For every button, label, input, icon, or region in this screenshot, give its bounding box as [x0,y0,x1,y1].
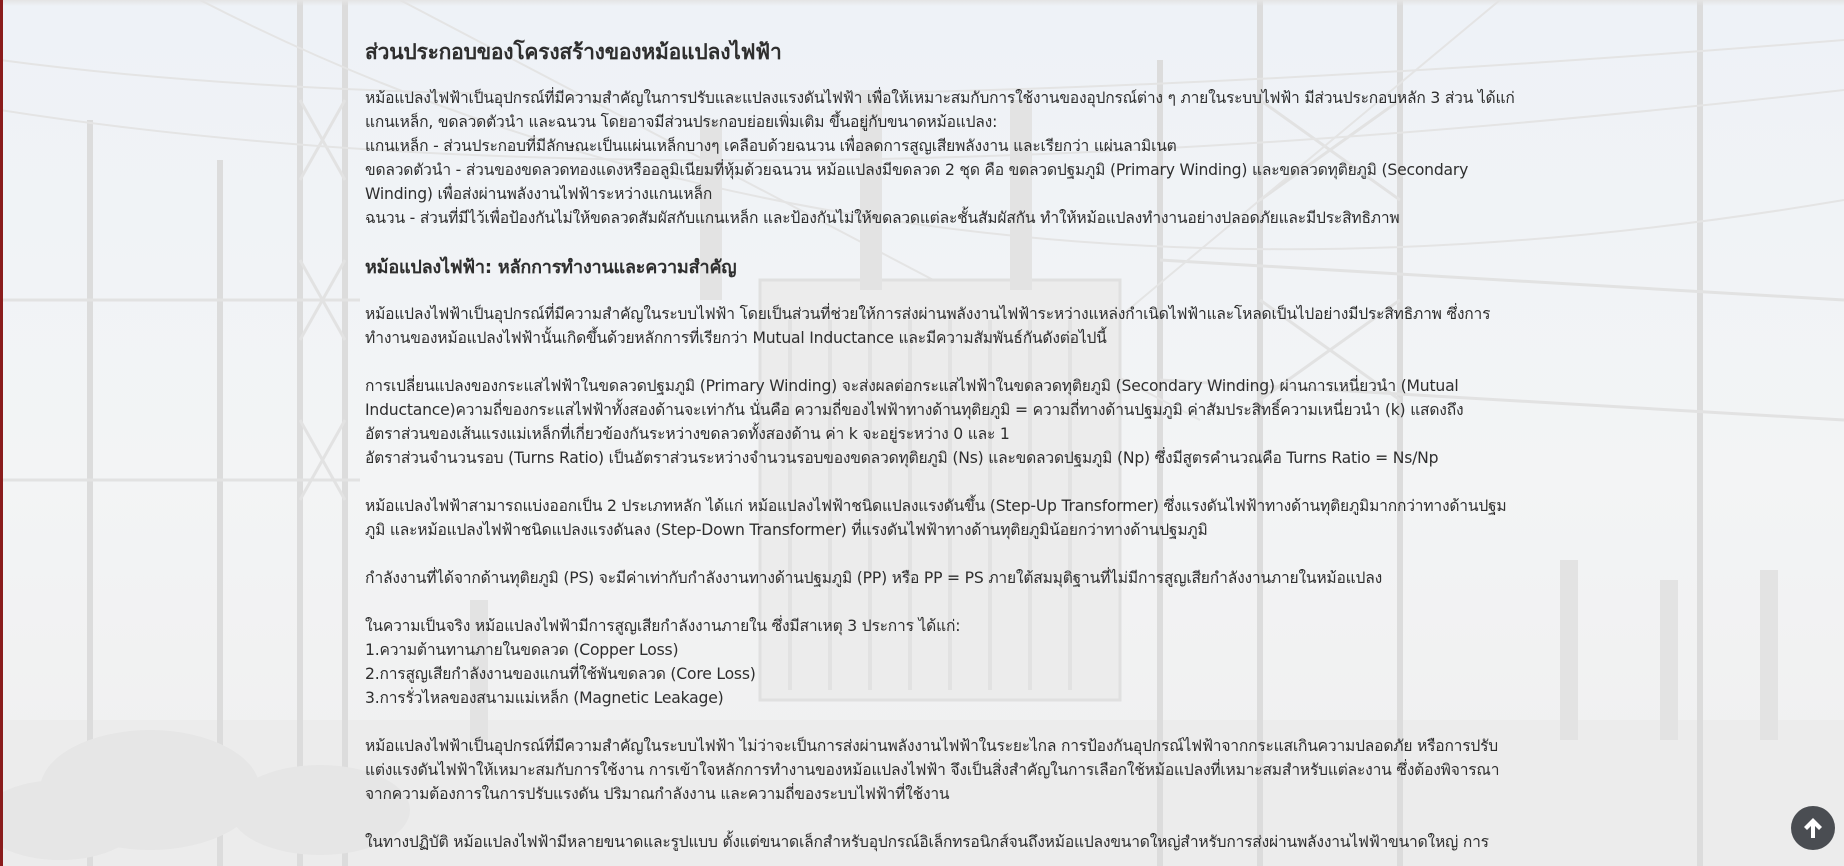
spacer [365,590,1515,614]
article-content [365,36,1515,854]
top-shadow [0,0,1844,6]
practice-paragraph: ในทางปฏิบัติ หม้อแปลงไฟฟ้ามีหลายขนาดและรูปแบบ ตั้งแต่ขนาดเล็กสำหรับอุปกรณ์อิเล็กทรอนิกส์จนถึงหม้อแปลงขนาดใหญ่สำหรับการส่งผ่านพลังงานไฟฟ้าขนาดใหญ่ การ [365,833,1489,851]
loss-item: 2.การสูญเสียกำลังงานของแกนที่ใช้พันขดลวด (Core Loss) [365,665,756,683]
spacer [365,470,1515,494]
intro-iron-core: แกนเหล็ก - ส่วนประกอบที่มีลักษณะเป็นแผ่นเหล็กบางๆ เคลือบด้วยฉนวน เพื่อลดการสูญเสียพลังงาน และเรียกว่า แผ่นลามิเนต [365,137,1177,155]
spacer [365,230,1515,254]
summary-paragraph: หม้อแปลงไฟฟ้าเป็นอุปกรณ์ที่มีความสำคัญในระบบไฟฟ้า ไม่ว่าจะเป็นการส่งผ่านพลังงานไฟฟ้าในระยะไกล การป้องกันอุปกรณ์ไฟฟ้าจากกระแสเกินความปลอดภัย หรือการปรับแต่งแรงดันไฟฟ้าให้เหมาะสมกับการใช้งาน การเข้าใจหลักการทำงานของหม้อแปลงไฟฟ้า จึงเป็นสิ่งสำคัญในการเลือกใช้หม้อแปลงที่เหมาะสมสำหรับแต่ละงาน ซึ่งต้องพิจารณาจากความต้องการในการปรับแรงดัน ปริมาณกำลังงาน และความถี่ของระบบไฟฟ้าที่ใช้งาน [365,737,1500,803]
arrow-up-icon [1802,816,1824,840]
turns-ratio-paragraph: อัตราส่วนจำนวนรอบ (Turns Ratio) เป็นอัตราส่วนระหว่างจำนวนรอบของขดลวดทุติยภูมิ (Ns) และขดลวดปฐมภูมิ (Np) ซึ่งมีสูตรคำนวณคือ Turns Ratio = Ns/Np [365,449,1439,467]
article-title: ส่วนประกอบของโครงสร้างของหม้อแปลงไฟฟ้า [365,40,782,64]
scroll-to-top-button[interactable] [1791,806,1835,850]
principle-paragraph: หม้อแปลงไฟฟ้าเป็นอุปกรณ์ที่มีความสำคัญในระบบไฟฟ้า โดยเป็นส่วนที่ช่วยให้การส่งผ่านพลังงานไฟฟ้าระหว่างแหล่งกำเนิดไฟฟ้าและโหลดเป็นไปอย่างมีประสิทธิภาพ ซึ่งการทำงานของหม้อแปลงไฟฟ้านั้นเกิดขึ้นด้วยหลักการที่เรียกว่า Mutual Inductance และมีความสัมพันธ์กันดังต่อไปนี้ [365,305,1491,347]
spacer [365,710,1515,734]
intro-paragraph: หม้อแปลงไฟฟ้าเป็นอุปกรณ์ที่มีความสำคัญในการปรับและแปลงแรงดันไฟฟ้า เพื่อให้เหมาะสมกับการใช้งานของอุปกรณ์ต่าง ๆ ภายในระบบไฟฟ้า มีส่วนประกอบหลัก 3 ส่วน ได้แก่ แกนเหล็ก, ขดลวดตัวนำ และฉนวน โดยอาจมีส่วนประกอบย่อยเพิ่มเติม ขึ้นอยู่กับขนาดหม้อแปลง: [365,89,1515,131]
intro-windings: ขดลวดตัวนำ - ส่วนของขดลวดทองแดงหรืออลูมิเนียมที่หุ้มด้วยฉนวน หม้อแปลงมีขดลวด 2 ชุด คือ ขดลวดปฐมภูมิ (Primary Winding) และขดลวดทุติยภูมิ (Secondary Winding) เพื่อส่งผ่านพลังงานไฟฟ้าระหว่างแกนเหล็ก [365,161,1469,203]
power-paragraph: กำลังงานที่ได้จากด้านทุติยภูมิ (PS) จะมีค่าเท่ากับกำลังงานทางด้านปฐมภูมิ (PP) หรือ PP = PS ภายใต้สมมุติฐานที่ไม่มีการสูญเสียกำลังงานภายในหม้อแปลง [365,569,1382,587]
loss-item: 1.ความต้านทานภายในขดลวด (Copper Loss) [365,641,679,659]
mutual-inductance-paragraph: การเปลี่ยนแปลงของกระแสไฟฟ้าในขดลวดปฐมภูมิ (Primary Winding) จะส่งผลต่อกระแสไฟฟ้าในขดลวดทุติยภูมิ (Secondary Winding) ผ่านการเหนี่ยวนำ (Mutual Inductance)ความถี่ของกระแสไฟฟ้าทั้งสองด้านจะเท่ากัน นั่นคือ ความถี่ของไฟฟ้าทางด้านทุติยภูมิ = ความถี่ทางด้านปฐมภูมิ ค่าสัมประสิทธิ์ความเหนี่ยวนำ (k) แสดงถึงอัตราส่วนของเส้นแรงแม่เหล็กที่เกี่ยวข้องกันระหว่างขดลวดทั้งสองด้าน ค่า k จะอยู่ระหว่าง 0 และ 1 [365,377,1464,443]
intro-insulation: ฉนวน - ส่วนที่มีไว้เพื่อป้องกันไม่ให้ขดลวดสัมผัสกับแกนเหล็ก และป้องกันไม่ให้ขดลวดแต่ละชั้นสัมผัสกัน ทำให้หม้อแปลงทำงานอย่างปลอดภัยและมีประสิทธิภาพ [365,209,1400,227]
losses-intro: ในความเป็นจริง หม้อแปลงไฟฟ้ามีการสูญเสียกำลังงานภายใน ซึ่งมีสาเหตุ 3 ประการ ได้แก่: [365,617,961,635]
section-heading: หม้อแปลงไฟฟ้า: หลักการทำงานและความสำคัญ [365,257,737,278]
spacer [365,542,1515,566]
loss-item: 3.การรั่วไหลของสนามแม่เหล็ก (Magnetic Leakage) [365,689,724,707]
left-accent-edge [0,0,3,866]
transformer-types-paragraph: หม้อแปลงไฟฟ้าสามารถแบ่งออกเป็น 2 ประเภทหลัก ได้แก่ หม้อแปลงไฟฟ้าชนิดแปลงแรงดันขึ้น (Step-Up Transformer) ซึ่งแรงดันไฟฟ้าทางด้านทุติยภูมิมากกว่าทางด้านปฐมภูมิ และหม้อแปลงไฟฟ้าชนิดแปลงแรงดันลง (Step-Down Transformer) ที่แรงดันไฟฟ้าทางด้านทุติยภูมิน้อยกว่าทางด้านปฐมภูมิ [365,497,1507,539]
spacer [365,350,1515,374]
spacer [365,806,1515,830]
